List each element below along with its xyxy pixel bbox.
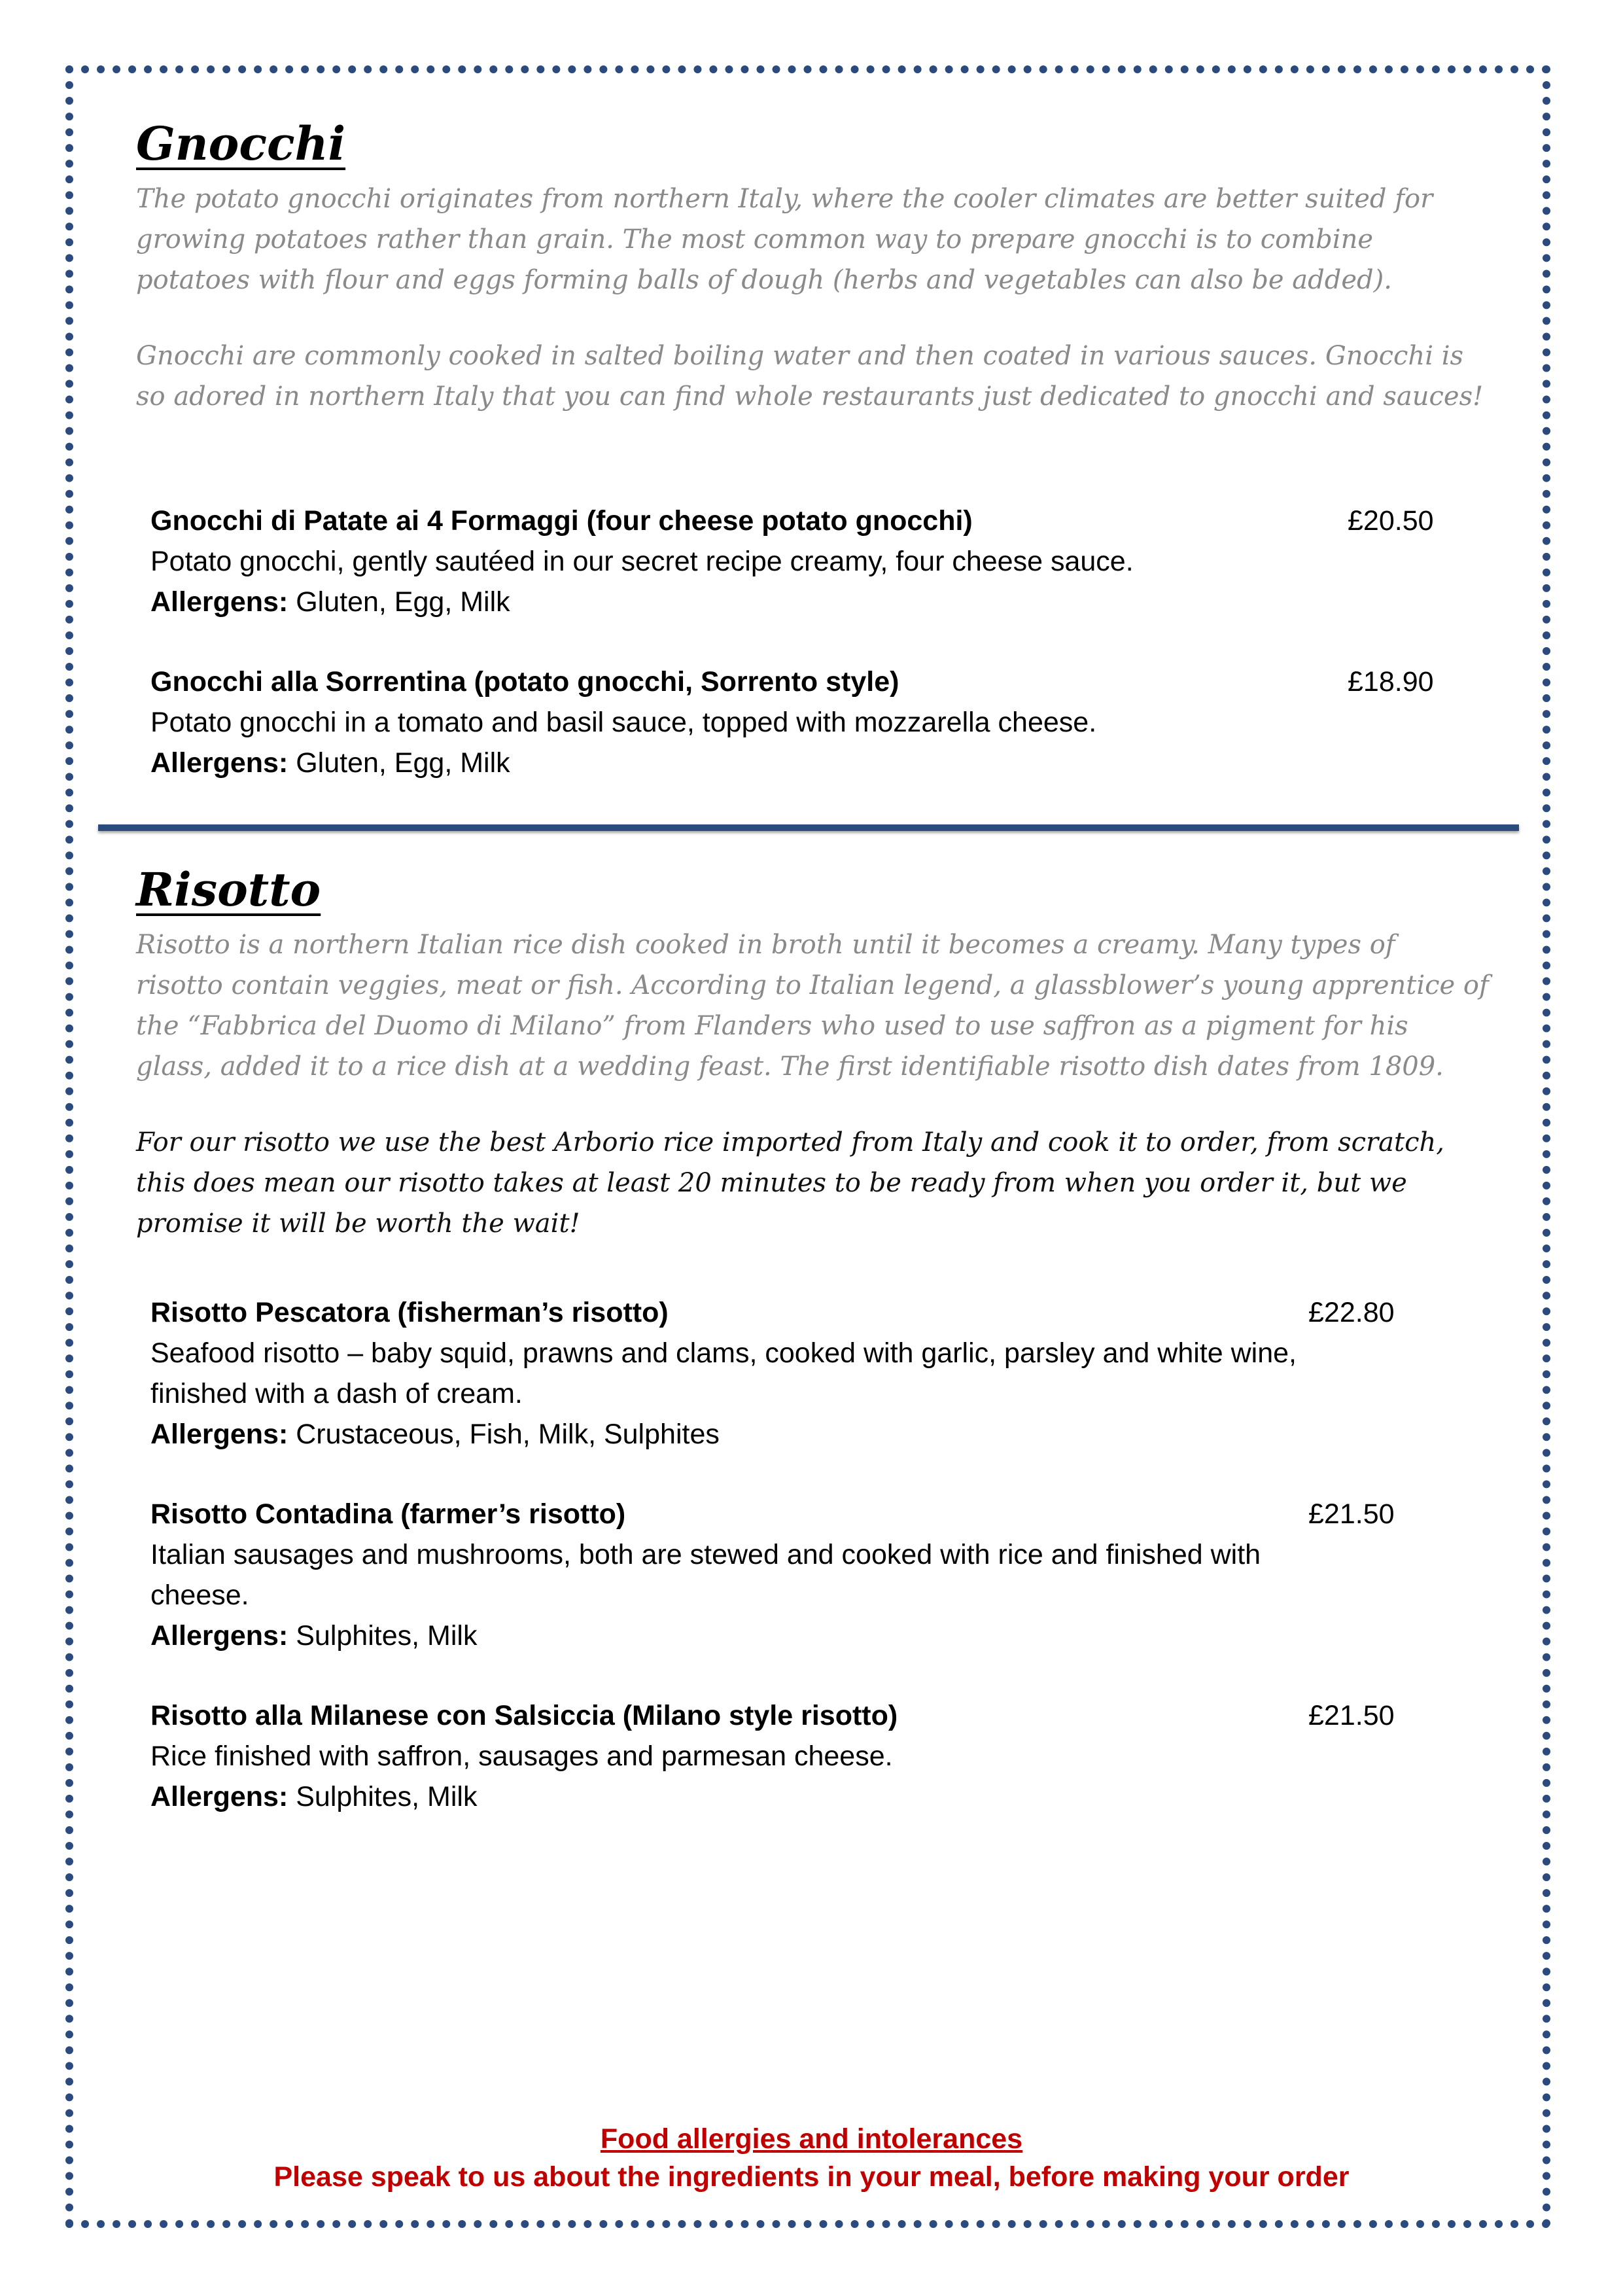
item-description: Italian sausages and mushrooms, both are stewed and cooked with rice and finished with cheese. (150, 1539, 1261, 1611)
item-allergens (150, 1414, 1459, 1455)
section-divider (98, 824, 1519, 831)
gnocchi-intro-1: The potato gnocchi originates from northern Italy, where the cooler climates are better suited for growing potatoes rather than grain. The most common way to prepare gnocchi is to combine potatoes with flour and eggs forming balls of dough (herbs and vegetables can also be added). (136, 184, 1433, 295)
item-allergens (150, 1776, 1459, 1817)
item-allergens (150, 1616, 1459, 1656)
footer-text: Please speak to us about the ingredients in your meal, before making your order (273, 2161, 1350, 2193)
gnocchi-section (136, 116, 1490, 417)
risotto-menu (150, 1292, 1459, 1817)
allergens-list: Crustaceous, Fish, Milk, Sulphites (288, 1419, 720, 1450)
risotto-section (136, 862, 1490, 1244)
item-price: £21.50 (1308, 1700, 1395, 1731)
spacer (136, 1087, 1490, 1122)
menu-item (150, 1695, 1459, 1817)
risotto-title: Risotto (136, 862, 321, 917)
item-name: Gnocchi di Patate ai 4 Formaggi (four cheese potato gnocchi) (150, 505, 973, 537)
item-price: £20.50 (1348, 505, 1434, 537)
item-name: Risotto Pescatora (fisherman’s risotto) (150, 1297, 669, 1328)
item-name: Risotto Contadina (farmer’s risotto) (150, 1498, 626, 1530)
allergens-label: Allergens: (150, 1419, 288, 1450)
gnocchi-menu (150, 501, 1459, 783)
item-description: Potato gnocchi in a tomato and basil sauce, topped with mozzarella cheese. (150, 707, 1097, 738)
gnocchi-title: Gnocchi (136, 116, 346, 171)
item-name: Risotto alla Milanese con Salsiccia (Milano style risotto) (150, 1700, 898, 1731)
allergy-footer (0, 2120, 1623, 2196)
menu-item (150, 501, 1459, 622)
menu-item (150, 662, 1459, 783)
allergens-list: Gluten, Egg, Milk (288, 747, 510, 779)
allergens-list: Sulphites, Milk (288, 1620, 478, 1651)
allergens-label: Allergens: (150, 747, 288, 779)
item-price: £22.80 (1308, 1297, 1395, 1328)
item-description: Seafood risotto – baby squid, prawns and clams, cooked with garlic, parsley and white wine, finished with a dash of cream. (150, 1337, 1297, 1409)
allergens-list: Sulphites, Milk (288, 1781, 478, 1812)
allergens-label: Allergens: (150, 1781, 288, 1812)
menu-item (150, 1292, 1459, 1455)
item-allergens (150, 582, 1459, 622)
item-description: Rice finished with saffron, sausages and parmesan cheese. (150, 1740, 893, 1772)
item-price: £21.50 (1308, 1498, 1395, 1530)
allergens-label: Allergens: (150, 586, 288, 618)
item-name: Gnocchi alla Sorrentina (potato gnocchi, Sorrento style) (150, 666, 899, 698)
allergens-list: Gluten, Egg, Milk (288, 586, 510, 618)
risotto-intro-1: Risotto is a northern Italian rice dish cooked in broth until it becomes a creamy. Many types of risotto contain veggies, meat or fish. According to Italian legend, a glassblower’s young apprentice of the “Fabbrica del Duomo di Milano” from Flanders who used to use saffron as a pigment for his glass, added it to a rice dish at a wedding feast. The first identifiable risotto dish dates from 1809. (136, 930, 1489, 1082)
footer-title: Food allergies and intolerances (600, 2123, 1023, 2155)
risotto-intro-2: For our risotto we use the best Arborio rice imported from Italy and cook it to order, from scratch, this does mean our risotto takes at least 20 minutes to be ready from when you order it, but we promise it will be worth the wait! (136, 1127, 1444, 1239)
allergens-label: Allergens: (150, 1620, 288, 1651)
item-allergens (150, 743, 1459, 783)
menu-item (150, 1494, 1459, 1656)
item-description: Potato gnocchi, gently sautéed in our secret recipe creamy, four cheese sauce. (150, 546, 1134, 577)
gnocchi-intro-2: Gnocchi are commonly cooked in salted boiling water and then coated in various sauces. Gnocchi is so adored in northern Italy that you can find whole restaurants just dedicated to gnocchi and sauces! (136, 341, 1484, 412)
spacer (136, 300, 1490, 336)
item-price: £18.90 (1348, 666, 1434, 698)
